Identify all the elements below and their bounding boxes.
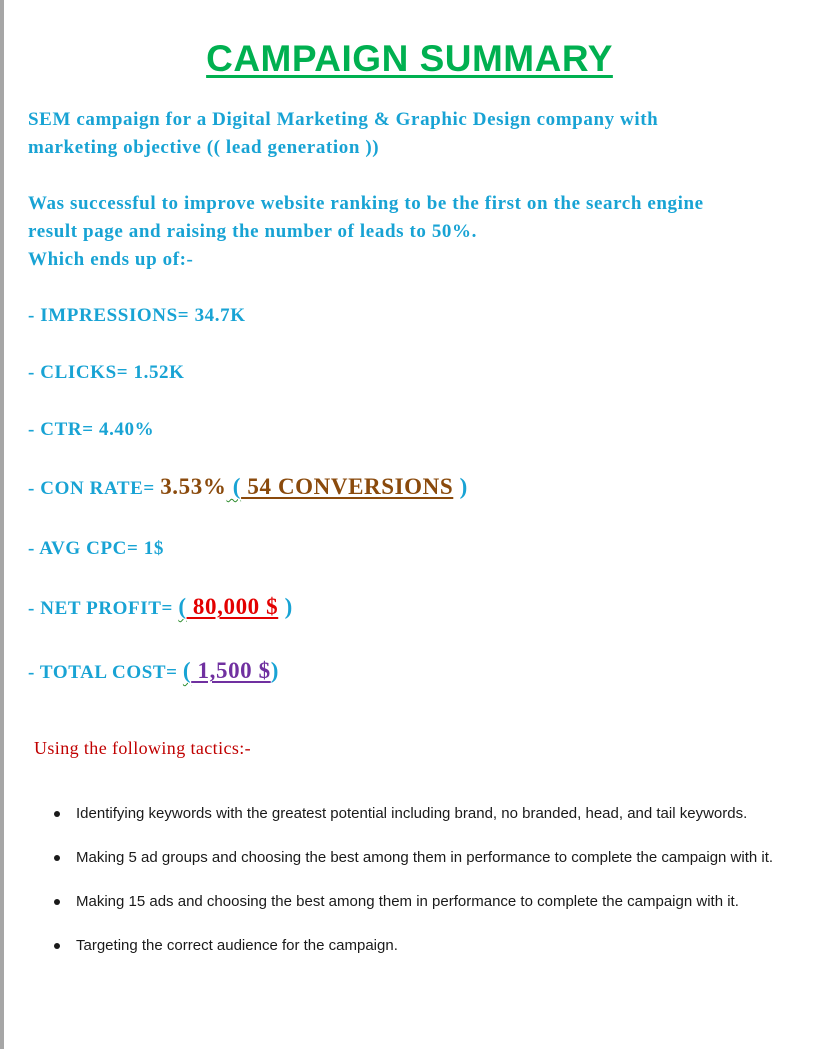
- tactics-list: [52, 804, 802, 980]
- intro-line-1: SEM campaign for a Digital Marketing & Graphic Design company with: [28, 109, 659, 130]
- list-item: [52, 892, 802, 912]
- conversions-paren-close: ): [453, 474, 468, 499]
- metric-net-profit: [28, 594, 293, 620]
- net-profit-paren-open: (: [178, 594, 187, 619]
- tactic-text: Identifying keywords with the greatest potential including brand, no branded, head, and tail keywords.: [76, 805, 748, 822]
- total-cost-label: - TOTAL COST=: [28, 662, 183, 683]
- metric-total-cost: [28, 658, 279, 684]
- total-cost-value: 1,500 $: [191, 658, 271, 683]
- metric-impressions: - IMPRESSIONS= 34.7K: [28, 305, 246, 326]
- bullet-icon: [54, 943, 60, 949]
- net-profit-label: - NET PROFIT=: [28, 598, 179, 619]
- tactics-heading: Using the following tactics:-: [34, 738, 252, 758]
- net-profit-value: 80,000 $: [186, 594, 279, 619]
- intro-paragraph: [28, 106, 798, 162]
- bullet-icon: [54, 811, 60, 817]
- con-rate-label: - CON RATE=: [28, 478, 161, 499]
- total-cost-paren-open: (: [182, 658, 192, 683]
- list-item: [52, 848, 802, 868]
- list-item: [52, 936, 802, 956]
- bullet-icon: [54, 855, 60, 861]
- conversions-paren-open: (: [226, 474, 242, 499]
- bullet-icon: [54, 899, 60, 905]
- tactic-text: Targeting the correct audience for the campaign.: [76, 937, 398, 954]
- result-line-2: result page and raising the number of leads to 50%.: [28, 221, 477, 242]
- result-line-3: Which ends up of:-: [28, 249, 194, 270]
- metric-ctr: - CTR= 4.40%: [28, 419, 155, 440]
- page-title: CAMPAIGN SUMMARY: [206, 38, 613, 79]
- total-cost-paren-close: ): [270, 658, 280, 683]
- conversions-count: 54 CONVERSIONS: [241, 474, 454, 499]
- metric-con-rate: [28, 474, 468, 500]
- tactic-text: Making 5 ad groups and choosing the best among them in performance to complete the campaign with it.: [76, 849, 774, 866]
- metric-clicks: - CLICKS= 1.52K: [28, 362, 185, 383]
- tactic-text: Making 15 ads and choosing the best among them in performance to complete the campaign with it.: [76, 893, 739, 910]
- list-item: [52, 804, 802, 824]
- metric-avg-cpc: - AVG CPC= 1$: [28, 538, 164, 559]
- net-profit-paren-close: ): [278, 594, 293, 619]
- intro-line-2: marketing objective (( lead generation )): [28, 137, 380, 158]
- con-rate-value: 3.53%: [160, 474, 227, 499]
- result-paragraph: [28, 190, 798, 274]
- result-line-1: Was successful to improve website ranking to be the first on the search engine: [28, 193, 704, 214]
